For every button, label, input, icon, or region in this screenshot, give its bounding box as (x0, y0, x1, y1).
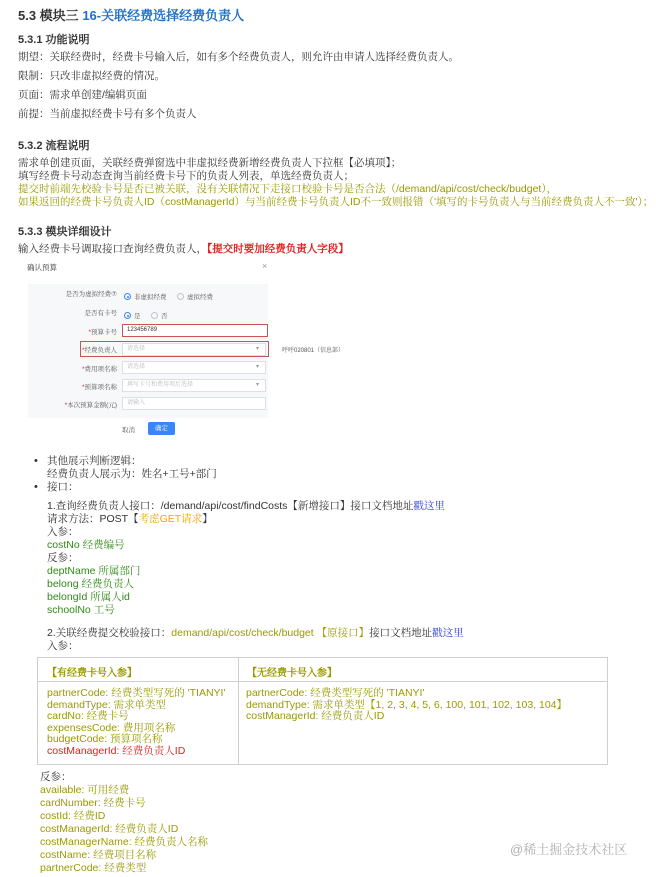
table-header-with-card: 【有经费卡号入参】 (47, 668, 137, 679)
func-desc-heading: 5.3.1 功能说明 (18, 34, 90, 46)
api2-prefix: 2.关联经费提交校验接口： (47, 627, 172, 639)
confirm-budget-dialog (22, 258, 284, 438)
api2-out-param: costId: 经费ID (40, 810, 106, 822)
line-text: 关联经费时，经费卡号输入后，如有多个经费负责人，则允许由申请人选择经费负责人。 (49, 51, 459, 63)
field-label-virtual: 是否为虚拟经费⑦ (65, 291, 117, 298)
radio-group-virtual (124, 288, 219, 306)
expense-select[interactable] (122, 361, 266, 374)
detail-heading: 5.3.3 模块详细设计 (18, 226, 112, 238)
radio-label: 否 (160, 313, 168, 321)
chevron-down-icon: ▾ (255, 382, 259, 388)
param-line-highlight: costManagerId: 经费负责人ID (47, 744, 186, 757)
detail-intro-highlight: 【提交时要加经费负责人字段】 (207, 243, 349, 255)
api1-method (47, 513, 213, 526)
field-label-amount: *本次预算金额(元) (64, 402, 117, 409)
flow-line-highlight: 提交时前端先校验卡号是否已被关联，没有关联情况下走接口校验卡号是否合法（/demand/api/cost/check/budget）， (18, 183, 558, 195)
param-line: demandType: 需求单类型【1, 2, 3, 4, 5, 6, 100, 101, 102, 103, 104】 (246, 698, 568, 711)
api1-in-param: costNo 经费编号 (47, 539, 125, 551)
flow-line: 需求单创建页面，关联经费弹窗选中非虚拟经费新增经费负责人下拉框【必填项】； (18, 157, 402, 169)
flow-line-highlight: 如果返回的经费卡号负责人ID（costManagerId）与当前经费卡号负责人ID不一致则报错（'填写的卡号负责人与当前经费负责人不一致'）； (18, 196, 654, 208)
section-heading (18, 5, 244, 24)
manager-placeholder: 请选择 (127, 346, 146, 352)
table-col-divider (238, 658, 239, 764)
detail-intro (18, 243, 349, 256)
api1-out-param: belong 经费负责人 (47, 578, 134, 590)
field-label-manager: *经费负责人 (81, 347, 117, 354)
api2-out-param: available: 可用经费 (40, 784, 130, 796)
ok-button[interactable]: 确定 (148, 422, 175, 435)
method-prefix: 请求方法：POST【 (47, 513, 139, 525)
radio-non-virtual[interactable] (124, 293, 131, 300)
api2-out-param: cardNumber: 经费卡号 (40, 797, 146, 809)
api2-doc: 接口文档地址 (369, 627, 433, 639)
amount-input[interactable]: 请输入 (122, 397, 266, 410)
field-label-card-no: *预算卡号 (88, 329, 117, 336)
api2-out-label: 反参： (40, 771, 72, 783)
field-label-budget-item: *预算项名称 (81, 384, 117, 391)
line-label: 前提： (18, 108, 50, 120)
table-row-divider (38, 681, 607, 682)
api2-doc-link[interactable]: 戳这里 (432, 627, 464, 639)
card-no-input[interactable]: 123456789 (122, 324, 268, 337)
line-text: 当前虚拟经费卡号有多个负责人 (49, 108, 197, 120)
other-logic-title: • 其他展示判断逻辑： (47, 455, 142, 468)
line-label: 页面： (18, 89, 50, 101)
table-cell-without-card (246, 688, 567, 723)
line-text: 需求单创建/编辑页面 (49, 89, 147, 101)
param-line: partnerCode: 经费类型写死的 'TIANYI' (47, 687, 226, 699)
line-label: 期望： (18, 51, 50, 63)
dialog-side-note: 呼呼020801（信息部） (282, 348, 345, 354)
close-icon[interactable]: × (262, 261, 268, 271)
api2-out-param: partnerCode: 经费类型 (40, 862, 147, 874)
watermark: @稀土掘金技术社区 (510, 842, 628, 857)
radio-group-has-card (124, 307, 173, 325)
cancel-button[interactable]: 取消 (122, 427, 135, 434)
section-title: 16-关联经费选择经费负责人 (82, 8, 245, 23)
api2-path: demand/api/cost/check/budget 【原接口】 (171, 627, 370, 639)
table-cell-with-card (47, 688, 225, 757)
table-header-without-card: 【无经费卡号入参】 (247, 668, 337, 679)
api1-out-param: deptName 所属部门 (47, 565, 141, 577)
field-label-has-card: 是否有卡号 (84, 310, 117, 317)
manager-select[interactable] (122, 343, 266, 356)
func-desc-line-page (18, 89, 147, 102)
field-label-expense: *费用项名称 (81, 366, 117, 373)
param-line: demandType: 需求单类型 (47, 698, 167, 711)
radio-no[interactable] (151, 312, 158, 319)
chevron-down-icon: ▾ (255, 346, 259, 352)
api1-line (47, 500, 445, 513)
dialog-title: 确认预算 (27, 263, 57, 272)
api1-out-param: schoolNo 工号 (47, 604, 115, 616)
flow-heading: 5.3.2 流程说明 (18, 140, 90, 152)
api1-out-label: 反参： (47, 552, 79, 564)
other-logic-text: 经费负责人展示为：姓名+工号+部门 (47, 468, 217, 480)
param-line: costManagerId: 经费负责人ID (246, 710, 385, 722)
api1-out-param: belongId 所属人id (47, 591, 130, 603)
func-desc-line-expect (18, 51, 459, 64)
api2-in-label: 入参： (47, 640, 79, 652)
api1-doc-link[interactable]: 戳这里 (413, 500, 445, 512)
line-text: 只改非虚拟经费的情况。 (49, 70, 165, 82)
chevron-down-icon: ▾ (255, 364, 259, 370)
method-suffix: 】 (202, 513, 213, 525)
line-label: 限制： (18, 70, 50, 82)
method-note: 考虑GET请求 (138, 513, 203, 525)
flow-line: 填写经费卡号动态查询当前经费卡号下的负责人列表，单选经费负责人； (18, 170, 354, 182)
api2-line (47, 627, 464, 640)
api1-in-label: 入参： (47, 526, 79, 538)
func-desc-line-premise (18, 108, 197, 121)
section-number: 5.3 模块三 (18, 8, 79, 23)
param-line: expensesCode: 费用项名称 (47, 721, 176, 734)
expense-placeholder: 请选择 (127, 364, 146, 370)
param-line: partnerCode: 经费类型写死的 'TIANYI' (246, 687, 425, 699)
radio-label: 虚拟经费 (186, 294, 213, 302)
detail-intro-text: 输入经费卡号调取接口查询经费负责人， (18, 243, 207, 255)
api1-desc: 1.查询经费负责人接口：/demand/api/cost/findCosts【新增接口】接口文档地址 (47, 500, 414, 512)
params-table (37, 657, 608, 765)
api2-out-param: costName: 经费项目名称 (40, 849, 157, 861)
radio-label: 是 (134, 313, 141, 321)
api2-out-param: costManagerId: 经费负责人ID (40, 823, 179, 835)
radio-label: 非虚拟经费 (134, 294, 167, 302)
budget-item-select[interactable] (122, 379, 266, 392)
api2-out-param: costManagerName: 经费负责人名称 (40, 836, 209, 848)
radio-virtual[interactable] (177, 293, 184, 300)
param-line: budgetCode: 预算项名称 (47, 733, 163, 745)
budget-item-placeholder: 填写卡号和费用项后选择 (127, 382, 194, 388)
param-line: cardNo: 经费卡号 (47, 710, 129, 722)
api-title: • 接口： (47, 481, 79, 494)
func-desc-line-limit (18, 70, 165, 83)
radio-yes[interactable] (124, 312, 131, 319)
